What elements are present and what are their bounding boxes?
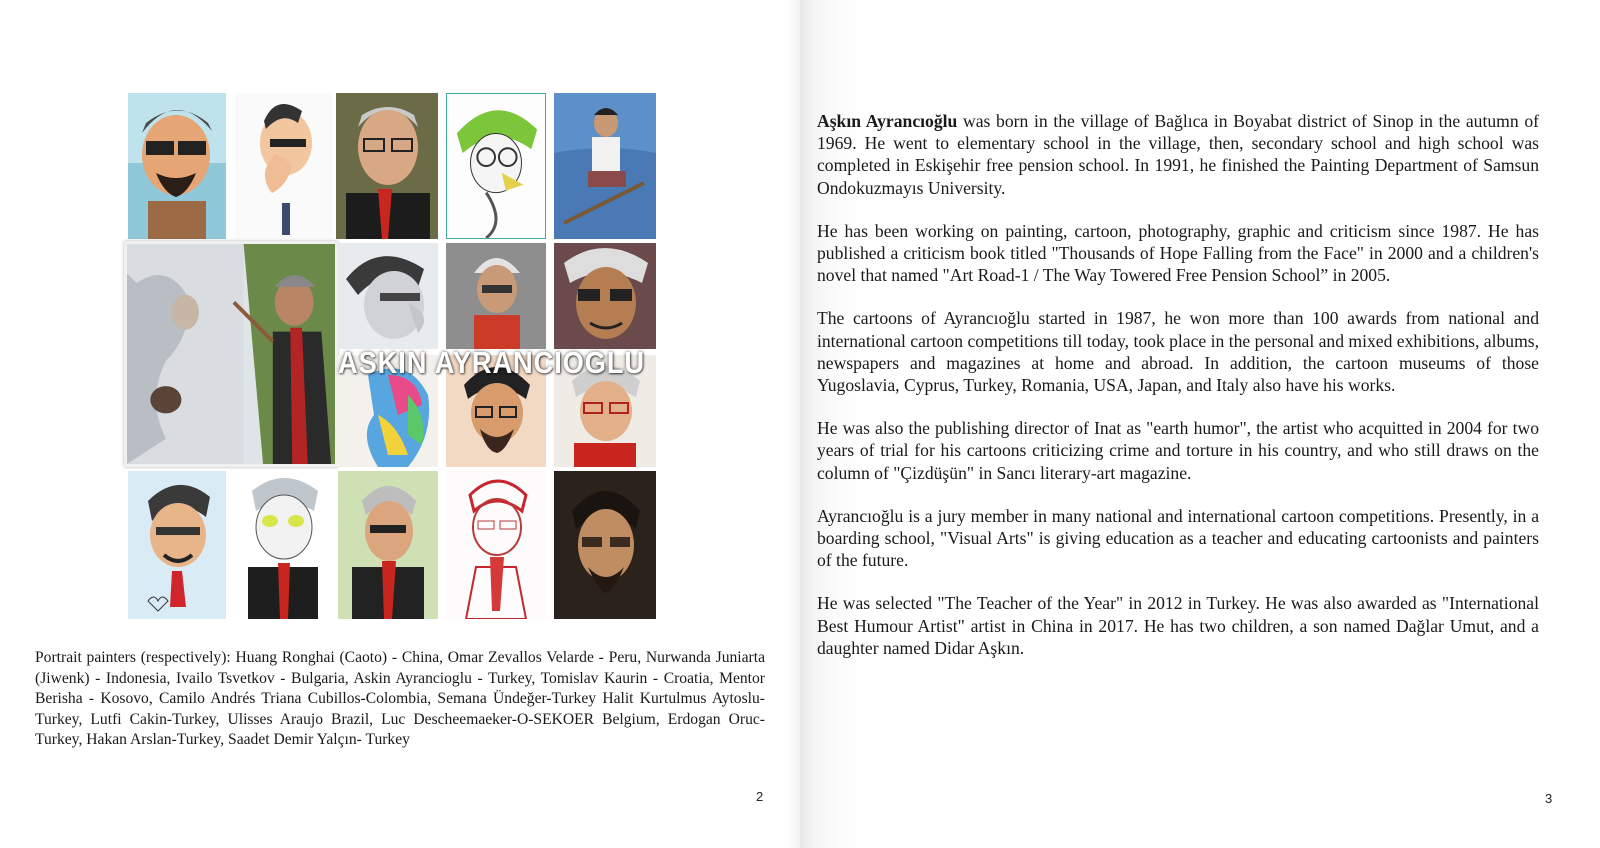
- portrait-caricature-7: [446, 243, 546, 349]
- page-number-right: 3: [1545, 791, 1553, 806]
- bio-paragraph-6: He was selected "The Teacher of the Year" in 2012 in Turkey. He was also awarded as "International Best Humour Artist" artist in China in 2017. He has two children, a son named Dağlar Umut, and a daughter named Didar Aşkın.: [817, 593, 1539, 658]
- portrait-caricature-14: [338, 471, 438, 619]
- portrait-caricature-15: [446, 471, 546, 619]
- portrait-caricature-1: [128, 93, 226, 239]
- portrait-painters-caption: Portrait painters (respectively): Huang Ronghai (Caoto) - China, Omar Zevallos Velarde - Peru, Nurwanda Juniarta (Jiwenk) - Indonesia, Ivailo Tsvetkov - Bulgaria, Askin Ayrancioglu - Turkey, Tomislav Kaurin - Croatia, Mentor Berisha - Kosovo, Camilo Andrés Triana Cubillos-Colombia, Semana Ündeğer-Turkey Halit Kurtulmus Aytoslu-Turkey, Lutfi Cakin-Turkey, Ulisses Araujo Brazil, Luc Descheemaeker-O-SEKOER Belgium, Erdogan Oruc-Turkey, Hakan Arslan-Turkey, Saadet Demir Yalçın- Turkey: [35, 649, 765, 749]
- bio-paragraph-2: He has been working on painting, cartoon, photography, graphic and criticism since 1987. He has published a criticism book titled "Thousands of Hope Falling from the Face" in 2000 and a children's novel that named "Art Road-1 / The Way Towered Free Pension School” in 2005.: [817, 220, 1539, 286]
- portrait-caricature-6: [338, 243, 438, 349]
- portrait-caricature-16: [554, 471, 656, 619]
- portrait-caricature-13: [234, 471, 332, 619]
- portrait-caricature-3: [336, 93, 438, 239]
- biography-text: [817, 110, 1539, 680]
- bio-paragraph-1-text: was born in the village of Bağlıca in Boyabat district of Sinop in the autumn of 1969. He went to elementary school in the village, then, secondary school and high school was completed in Eskişehir free pension school. In 1991, he finished the Painting Department of Samsun Ondokuzmayıs University.: [817, 111, 1539, 198]
- bio-paragraph-5: Ayrancıoğlu is a jury member in many national and international cartoon competitions. Presently, in a boarding school, "Visual Arts" is giving education as a teacher and educating cartoonists and painters of the future.: [817, 505, 1539, 571]
- right-page: [800, 0, 1600, 848]
- page-number-left: 2: [756, 789, 764, 804]
- artist-name: Aşkın Ayrancıoğlu: [817, 111, 958, 131]
- portrait-caricature-4: [446, 93, 546, 239]
- portrait-caricature-2: [236, 93, 332, 239]
- collage-banner-text: ASKIN AYRANCIOGLU: [338, 345, 645, 380]
- portrait-caricature-5: [554, 93, 656, 239]
- portrait-caricature-12: [128, 471, 226, 619]
- bio-paragraph-4: He was also the publishing director of Inat as "earth humor", the artist who acquitted in 2004 for two years of trial for his cartoons criticizing crime and torture in his country, and who still draws on the column of "Çizdüşün" in Sancı literary-art magazine.: [817, 418, 1539, 483]
- portrait-caricature-8: [554, 243, 656, 349]
- bio-paragraph-3: The cartoons of Ayrancıoğlu started in 1987, he won more than 100 awards from national and international cartoon competitions till today, took place in the personal and mixed exhibitions, albums, newspapers and magazines at home and abroad. In addition, the cartoon museums of those Yugoslavia, Cyprus, Turkey, Romania, USA, Japan, and Italy also have his works.: [817, 308, 1539, 396]
- book-gutter: [786, 0, 800, 848]
- portrait-collage: [128, 93, 668, 633]
- artist-painting-photo: [124, 241, 338, 467]
- bio-paragraph-1: [817, 110, 1539, 199]
